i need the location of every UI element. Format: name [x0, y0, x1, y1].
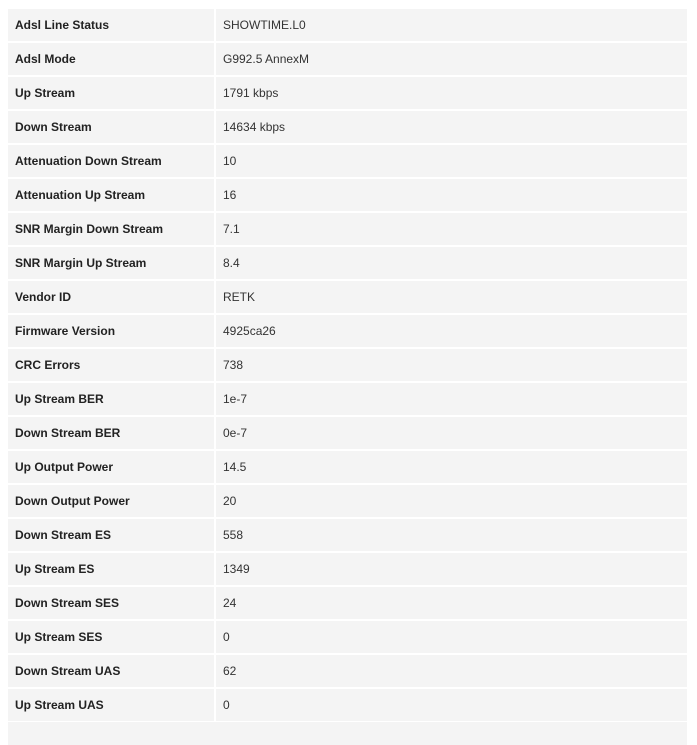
row-label: Down Output Power — [8, 485, 216, 517]
row-value: 0 — [216, 621, 687, 653]
table-row — [8, 553, 687, 585]
table-row — [8, 349, 687, 381]
row-label: Attenuation Down Stream — [8, 145, 216, 177]
row-value: 1349 — [216, 553, 687, 585]
row-label: Up Stream UAS — [8, 689, 216, 721]
row-value: 62 — [216, 655, 687, 687]
table-row — [8, 281, 687, 313]
row-label: Adsl Mode — [8, 43, 216, 75]
row-value: 10 — [216, 145, 687, 177]
row-label: Up Stream — [8, 77, 216, 109]
table-row — [8, 519, 687, 551]
row-label: Adsl Line Status — [8, 9, 216, 41]
row-value: 24 — [216, 587, 687, 619]
table-row — [8, 689, 687, 721]
table-row — [8, 485, 687, 517]
row-label: Down Stream ES — [8, 519, 216, 551]
table-row — [8, 9, 687, 41]
table-row — [8, 587, 687, 619]
row-value: 0e-7 — [216, 417, 687, 449]
row-value: 4925ca26 — [216, 315, 687, 347]
table-row — [8, 451, 687, 483]
row-value: 7.1 — [216, 213, 687, 245]
row-value: 8.4 — [216, 247, 687, 279]
row-value: RETK — [216, 281, 687, 313]
row-value: 1791 kbps — [216, 77, 687, 109]
row-value: 16 — [216, 179, 687, 211]
row-value: G992.5 AnnexM — [216, 43, 687, 75]
table-row — [8, 417, 687, 449]
row-value: 738 — [216, 349, 687, 381]
row-label: Up Stream ES — [8, 553, 216, 585]
table-row — [8, 145, 687, 177]
row-value: 14.5 — [216, 451, 687, 483]
table-row — [8, 621, 687, 653]
table-row — [8, 655, 687, 687]
row-label: Vendor ID — [8, 281, 216, 313]
table-row — [8, 77, 687, 109]
row-label: Up Stream SES — [8, 621, 216, 653]
adsl-status-table — [8, 7, 687, 723]
row-label: Down Stream SES — [8, 587, 216, 619]
row-value: 0 — [216, 689, 687, 721]
row-label: Down Stream — [8, 111, 216, 143]
row-label: Attenuation Up Stream — [8, 179, 216, 211]
row-label: Up Output Power — [8, 451, 216, 483]
row-value: 14634 kbps — [216, 111, 687, 143]
row-value: 1e-7 — [216, 383, 687, 415]
row-label: Down Stream BER — [8, 417, 216, 449]
row-label: SNR Margin Down Stream — [8, 213, 216, 245]
table-row — [8, 43, 687, 75]
row-label: CRC Errors — [8, 349, 216, 381]
table-footer-bar — [8, 722, 687, 745]
row-value: 20 — [216, 485, 687, 517]
row-label: Up Stream BER — [8, 383, 216, 415]
row-label: Down Stream UAS — [8, 655, 216, 687]
table-row — [8, 383, 687, 415]
table-row — [8, 179, 687, 211]
table-row — [8, 111, 687, 143]
table-row — [8, 247, 687, 279]
table-row — [8, 315, 687, 347]
row-label: SNR Margin Up Stream — [8, 247, 216, 279]
table-row — [8, 213, 687, 245]
status-table-body — [8, 9, 687, 721]
row-value: 558 — [216, 519, 687, 551]
row-label: Firmware Version — [8, 315, 216, 347]
row-value: SHOWTIME.L0 — [216, 9, 687, 41]
